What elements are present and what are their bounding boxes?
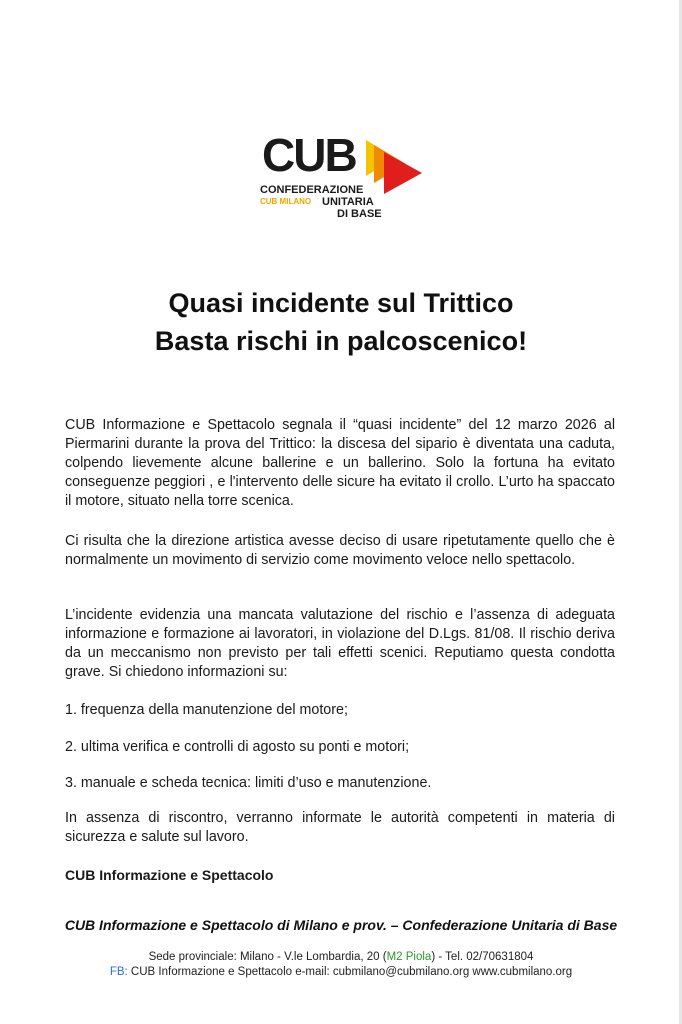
- title-line-2: Basta rischi in palcoscenico!: [154, 326, 528, 356]
- paragraph-3: L’incidente evidenzia una mancata valutazione del rischio e l’assenza di adeguata informazione e formazione ai lavoratori, in violazione del D.Lgs. 81/08. Il rischio deriva da un meccanismo non previsto per tali effetti scenici. Reputiamo questa condotta grave. Si chiedono informazioni su:: [65, 607, 615, 680]
- list-item-1: 1. frequenza della manutenzione del motore;: [65, 702, 348, 718]
- footer-address: [40, 951, 642, 963]
- footer-fb-label: FB:: [109, 966, 128, 978]
- paragraph-2: Ci risulta che la direzione artistica avesse deciso di usare ripetutamente quello che è normalmente un movimento di servizio come movimento veloce nello spettacolo.: [65, 533, 615, 568]
- logo-arrow-icon: [366, 140, 422, 194]
- logo-line-confederazione: CONFEDERAZIONE: [260, 184, 364, 196]
- footer-address-pre: Sede provinciale: Milano - V.le Lombardia, 20 (: [148, 951, 387, 963]
- logo-wordmark: CUB: [262, 129, 356, 181]
- title-line-1: Quasi incidente sul Trittico: [168, 288, 514, 318]
- list-item-3: 3. manuale e scheda tecnica: limiti d’uso e manutenzione.: [65, 775, 432, 791]
- logo-line-di-base: DI BASE: [337, 208, 382, 220]
- footer-address-post: ) - Tel. 02/70631804: [431, 951, 534, 963]
- footer-contacts-text: CUB Informazione e Spettacolo e-mail: cubmilano@cubmilano.org www.cubmilano.org: [127, 966, 573, 978]
- paragraph-1: CUB Informazione e Spettacolo segnala il “quasi incidente” del 12 marzo 2026 al Piermarini durante la prova del Trittico: la discesa del sipario è diventata una caduta, colpendo lievemente alcune ballerine e un ballerino. Solo la fortuna ha evitato conseguenze peggiori , e l'intervento delle sicure ha evitato il crollo. L’urto ha spaccato il motore, situato nella torre scenica.: [65, 417, 615, 509]
- cub-logo: [260, 129, 430, 228]
- footer-heading: CUB Informazione e Spettacolo di Milano e prov. – Confederazione Unitaria di Base: [64, 917, 618, 933]
- logo-line-cub-milano: CUB MILANO: [260, 197, 312, 206]
- list-item-2: 2. ultima verifica e controlli di agosto su ponti e motori;: [65, 739, 410, 755]
- footer-contacts: [40, 966, 642, 978]
- signature: CUB Informazione e Spettacolo: [65, 867, 274, 883]
- footer-metro: M2 Piola: [386, 951, 432, 963]
- paragraph-4: In assenza di riscontro, verranno informate le autorità competenti in materia di sicurezza e salute sul lavoro.: [65, 810, 615, 845]
- logo-line-unitaria: UNITARIA: [322, 196, 374, 208]
